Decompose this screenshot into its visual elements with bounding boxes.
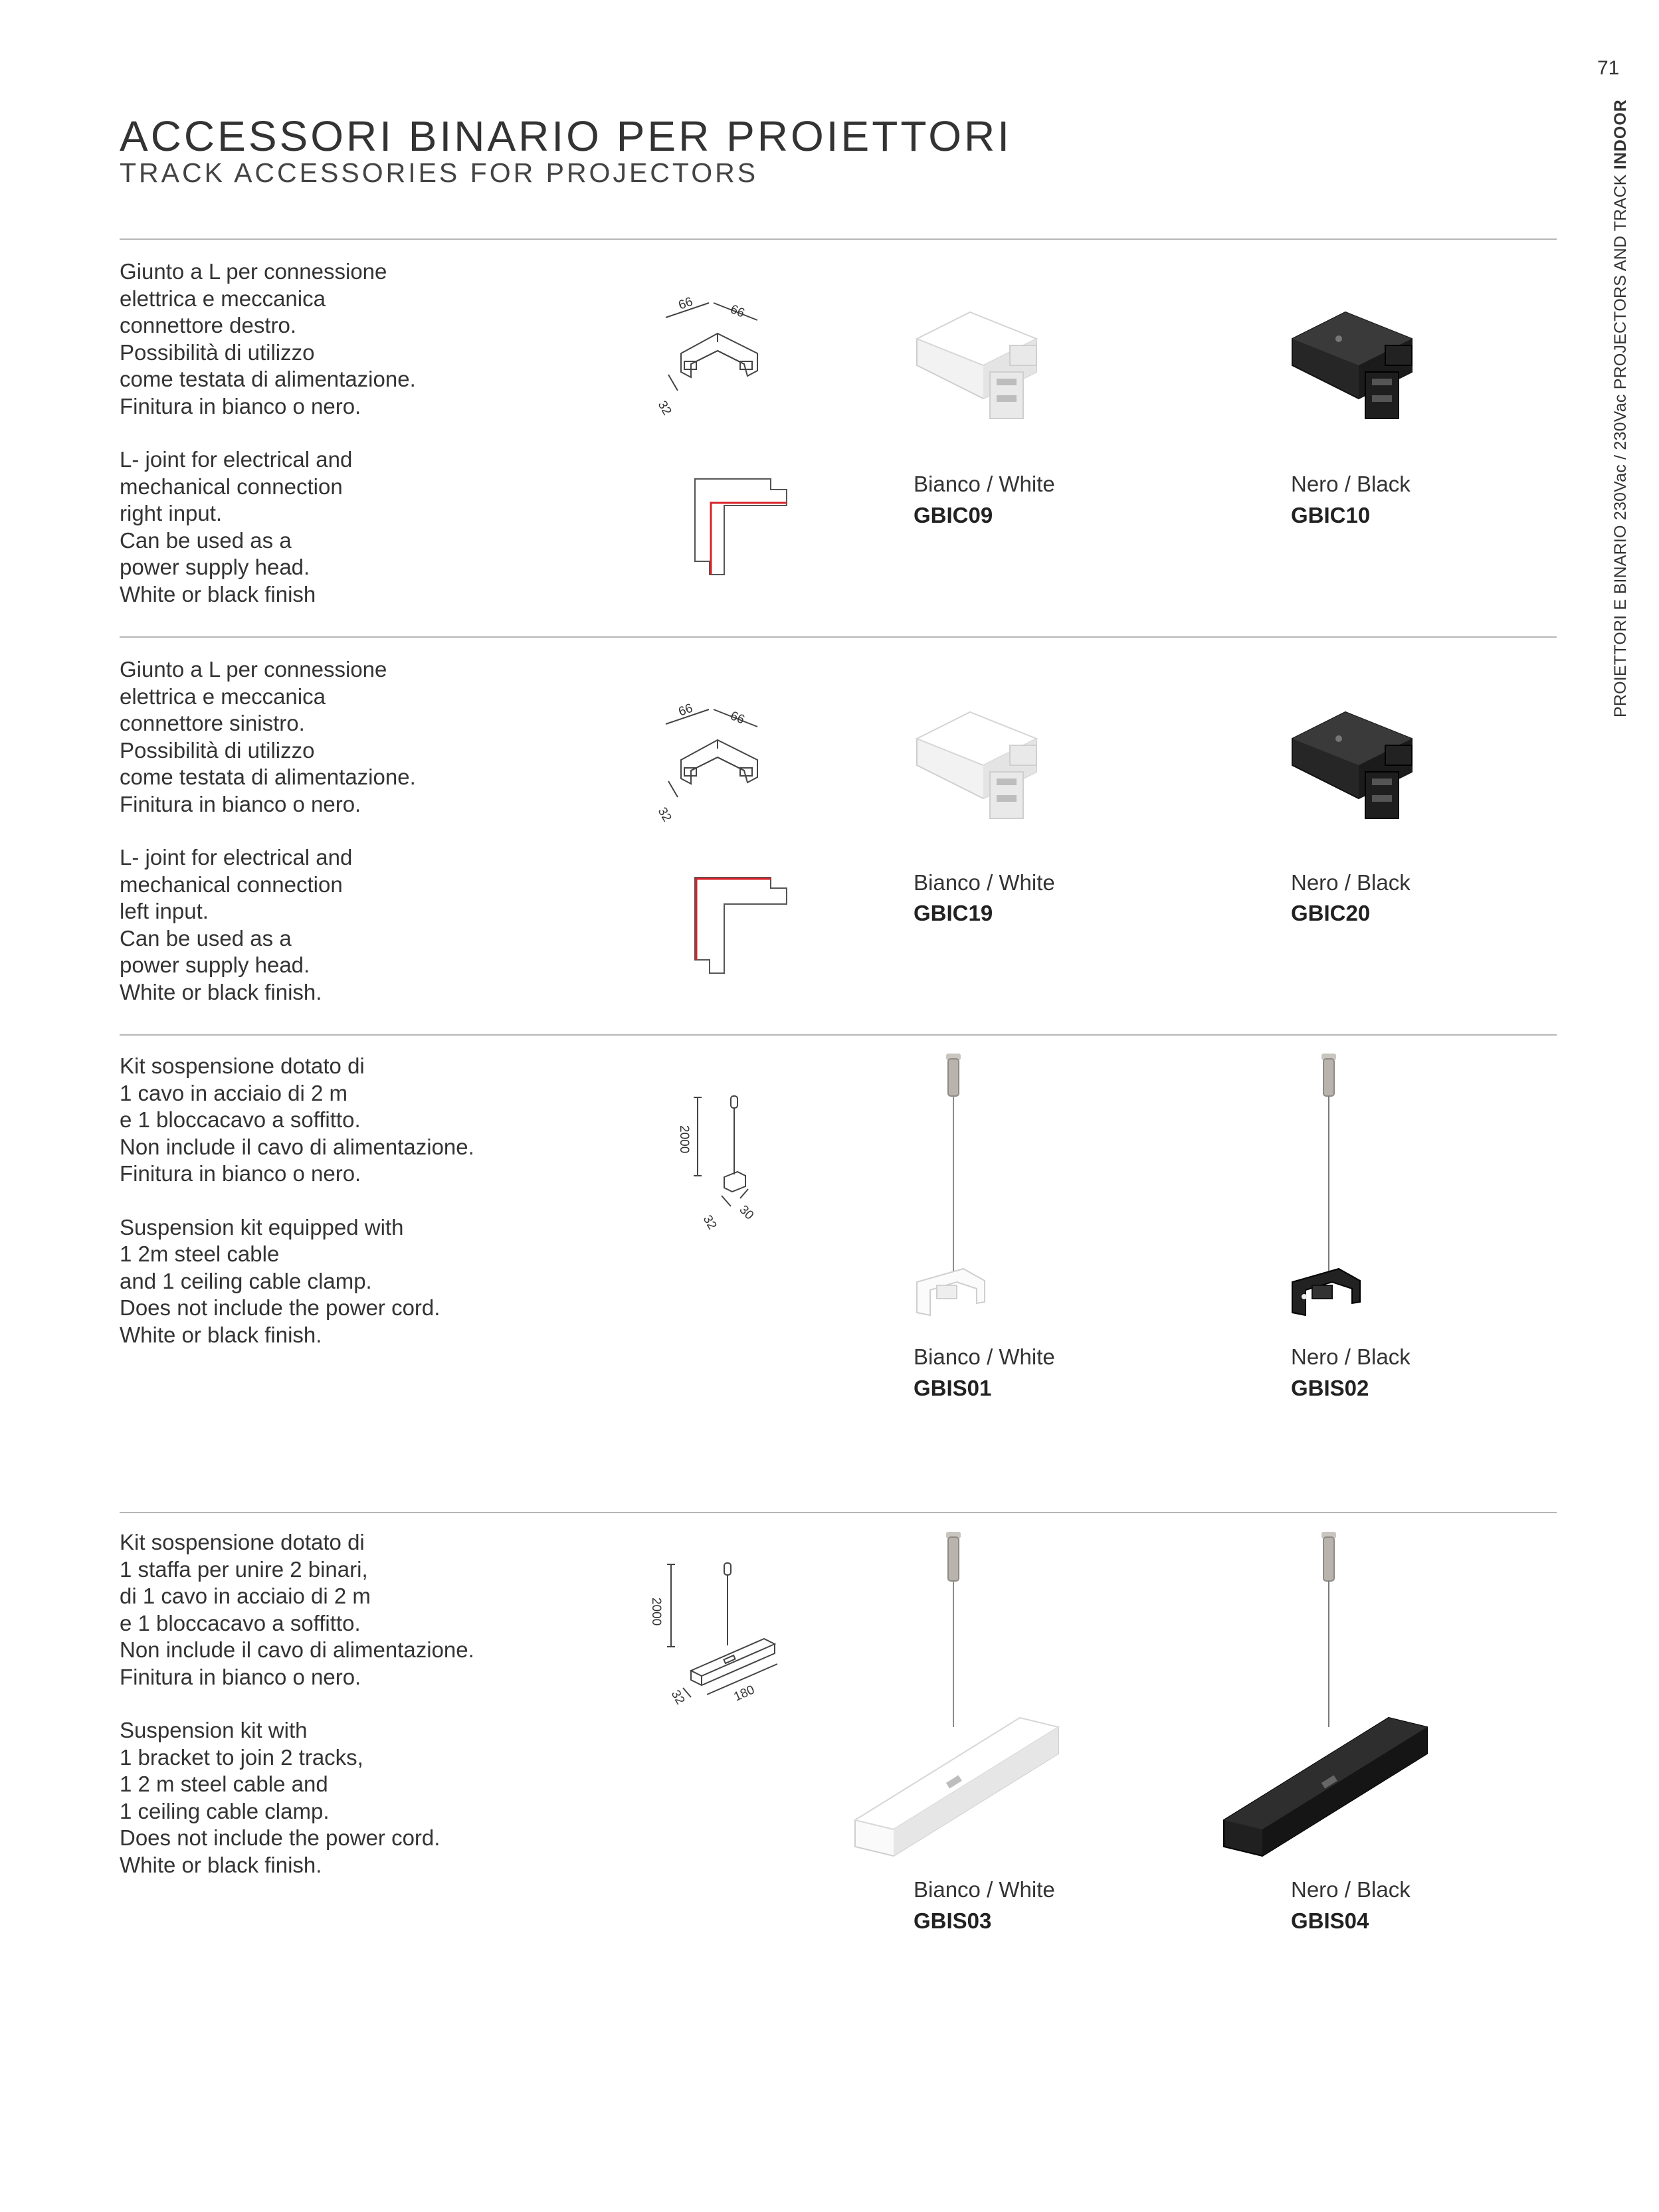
dimension-label: 32 [700, 1213, 720, 1232]
product-photo-white-bracket-suspension [847, 1528, 1066, 1853]
description-english: Suspension kit equipped with 1 2m steel cable and 1 ceiling cable clamp. Does not include the power cord. White or black finish. [120, 1214, 440, 1347]
product-code-white: GBIC19 [914, 901, 993, 925]
product-code-white: GBIC09 [914, 503, 993, 527]
section-divider [120, 1034, 1557, 1036]
dimension-label: 2000 [677, 1125, 691, 1154]
description-italian: Kit sospensione dotato di 1 cavo in acciaio di 2 m e 1 bloccacavo a soffitto. Non include il cavo di alimentazione. Finitura in bianco o nero. [120, 1054, 474, 1186]
dimension-label: 32 [654, 399, 674, 418]
finish-label-black: Nero / Black [1291, 1344, 1411, 1369]
description-italian: Giunto a L per connessione elettrica e meccanica connettore destro. Possibilità di utilizzo come testata di alimentazione. Finitura in bianco o nero. [120, 259, 416, 418]
description-italian: Giunto a L per connessione elettrica e meccanica connettore sinistro. Possibilità di utilizzo come testata di alimentazione. Finitura in bianco o nero. [120, 657, 416, 816]
dimension-label: 66 [728, 709, 747, 727]
section-divider [120, 636, 1557, 638]
dimension-label: 66 [676, 294, 695, 313]
l-joint-section-drawing [691, 874, 797, 980]
finish-label-white: Bianco / White [914, 472, 1055, 496]
description-italian: Kit sospensione dotato di 1 staffa per unire 2 binari, di 1 cavo in acciaio di 2 m e 1 bloccacavo a soffitto. Non include il cavo di alimentazione. Finitura in bianco o nero. [120, 1530, 474, 1689]
l-joint-iso-drawing [644, 292, 811, 418]
side-section-label [1611, 99, 1638, 717]
product-photo-white-l-joint [910, 299, 1056, 425]
suspension-bracket-kit-drawing [644, 1558, 784, 1710]
page-number: 71 [1597, 57, 1620, 79]
description-english: L- joint for electrical and mechanical connection right input. Can be used as a power supply head. White or black finish [120, 447, 353, 606]
dimension-label: 66 [676, 701, 695, 719]
product-description [120, 258, 416, 608]
product-code-white: GBIS03 [914, 1908, 992, 1933]
page-title-italian: ACCESSORI BINARIO PER PROIETTORI [120, 112, 1013, 160]
description-english: L- joint for electrical and mechanical connection left input. Can be used as a power supply head. White or black finish. [120, 845, 353, 1004]
finish-label-black: Nero / Black [1291, 1877, 1411, 1902]
product-code-black: GBIS02 [1291, 1376, 1369, 1400]
product-code-black: GBIC10 [1291, 503, 1371, 527]
product-code-black: GBIS04 [1291, 1908, 1369, 1933]
l-joint-iso-drawing [644, 699, 811, 825]
finish-label-white: Bianco / White [914, 1877, 1055, 1902]
dimension-label: 32 [668, 1688, 688, 1707]
dimension-label: 30 [736, 1202, 757, 1223]
section-divider [120, 1512, 1557, 1513]
product-photo-black-suspension [1286, 1050, 1372, 1329]
product-description [120, 1053, 474, 1348]
product-description [120, 1529, 474, 1879]
suspension-kit-drawing [671, 1089, 777, 1232]
finish-label-black: Nero / Black [1291, 472, 1411, 496]
dimension-label: 66 [728, 302, 747, 321]
section-divider [120, 238, 1557, 240]
product-photo-black-l-joint [1286, 699, 1432, 825]
product-photo-white-suspension [910, 1050, 997, 1329]
finish-label-white: Bianco / White [914, 1344, 1055, 1369]
l-joint-section-drawing [691, 475, 797, 581]
dimension-label: 32 [654, 805, 674, 824]
finish-label-black: Nero / Black [1291, 870, 1411, 895]
product-photo-white-l-joint [910, 699, 1056, 825]
product-code-black: GBIC20 [1291, 901, 1371, 925]
finish-label-white: Bianco / White [914, 870, 1055, 895]
description-english: Suspension kit with 1 bracket to join 2 tracks, 1 2 m steel cable and 1 ceiling cable clamp. Does not include the power cord. White or black finish. [120, 1718, 440, 1877]
product-photo-black-l-joint [1286, 299, 1432, 425]
dimension-label: 180 [732, 1683, 757, 1705]
side-label-text: PROIETTORI E BINARIO 230Vac / 230Vac PROJECTORS AND TRACK [1611, 174, 1630, 717]
page-title-english: TRACK ACCESSORIES FOR PROJECTORS [120, 157, 759, 188]
product-description [120, 656, 416, 1006]
product-code-white: GBIS01 [914, 1376, 992, 1400]
side-label-bold: INDOOR [1611, 99, 1630, 170]
dimension-label: 2000 [649, 1598, 663, 1626]
product-photo-black-bracket-suspension [1216, 1528, 1435, 1853]
